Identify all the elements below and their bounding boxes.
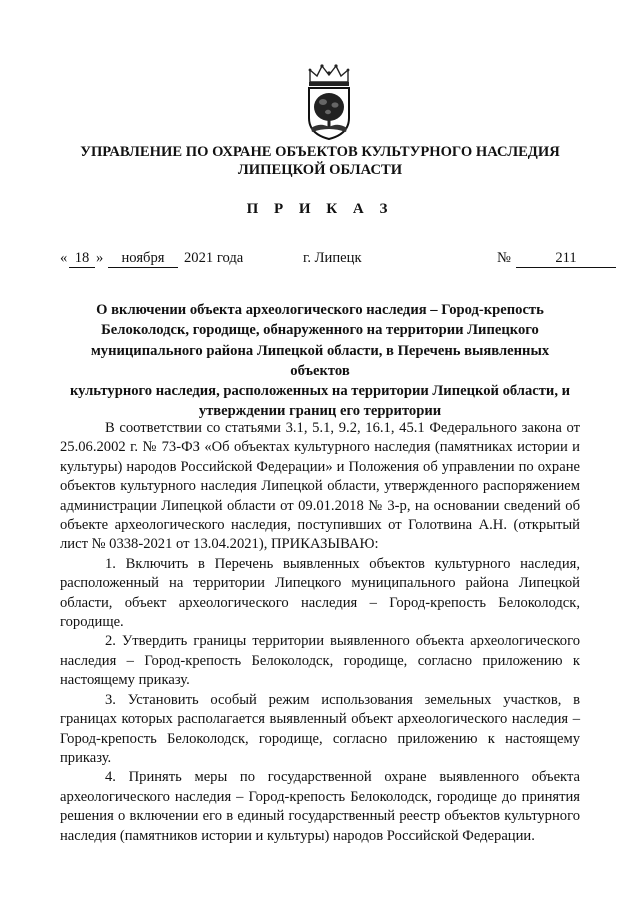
order-body — [60, 419, 580, 846]
preamble-paragraph: В соответствии со статьями 3.1, 5.1, 9.2, 16.1, 45.1 Федерального закона от 25.06.2002 г. № 73-ФЗ «Об объектах культурного наследия (памятниках истории и культуры) народов Российской Федерации» и Положения об управлении по охране объектов культурного наследия Липецкой области, утвержденного распоряжением администрации Липецкой области от 09.01.2018 № 3-р, на основании сведений об объекте археологического наследия, поступивших от Голотвина А.Н. (открытый лист № 0338-2021 от 13.04.2021), ПРИКАЗЫВАЮ: — [60, 420, 580, 553]
order-item-1: 1. Включить в Перечень выявленных объектов культурного наследия, расположенный на территории Липецкого муниципального района Липецкой области, объект археологического наследия – Город-крепость Белоколодск, городище. — [60, 555, 580, 631]
agency-name — [50, 143, 590, 179]
date-quote-close: » — [96, 250, 104, 266]
order-number-label: № — [497, 250, 511, 266]
agency-name-line-1: УПРАВЛЕНИЕ ПО ОХРАНЕ ОБЪЕКТОВ КУЛЬТУРНОГО НАСЛЕДИЯ — [80, 144, 560, 160]
order-meta-row — [0, 250, 640, 270]
order-number: 211 — [516, 250, 616, 268]
subject-line: муниципального района Липецкой области, в Перечень выявленных объектов — [90, 342, 550, 379]
order-item-3: 3. Установить особый режим использования земельных участков, в границах которых располагается выявленный объект археологического наследия – Город-крепость Белоколодск, городище, согласно приложению к настоящему приказу. — [60, 691, 580, 766]
subject-line: Белоколодск, городище, обнаруженного на территории Липецкого — [101, 322, 539, 339]
document-type-title: П Р И К А З — [246, 201, 394, 217]
agency-name-line-2: ЛИПЕЦКОЙ ОБЛАСТИ — [237, 162, 403, 178]
order-item-4: 4. Принять меры по государственной охране выявленного объекта археологического наследия – Город-крепость Белоколодск, городище до принятия решения о включении его в единый государственный реестр объектов культурного наследия (памятников истории и культуры) народов Российской Федерации. — [60, 769, 580, 844]
order-item-2: 2. Утвердить границы территории выявленного объекта археологического наследия – Город-крепость Белоколодск, городище, согласно приложению к настоящему приказу. — [60, 633, 580, 689]
date-quote-open: « — [60, 250, 68, 266]
order-city: г. Липецк — [303, 250, 362, 266]
order-day: 18 — [69, 250, 95, 268]
lipetsk-coat-of-arms-icon — [302, 62, 356, 140]
order-subject-heading — [60, 300, 580, 422]
subject-line: культурного наследия, расположенных на территории Липецкой области, и — [69, 383, 571, 400]
order-month: ноября — [108, 250, 178, 268]
subject-line: О включении объекта археологического наследия – Город-крепость — [96, 302, 544, 318]
order-year: 2021 года — [184, 250, 244, 266]
subject-line: утверждении границ его территории — [198, 403, 442, 420]
